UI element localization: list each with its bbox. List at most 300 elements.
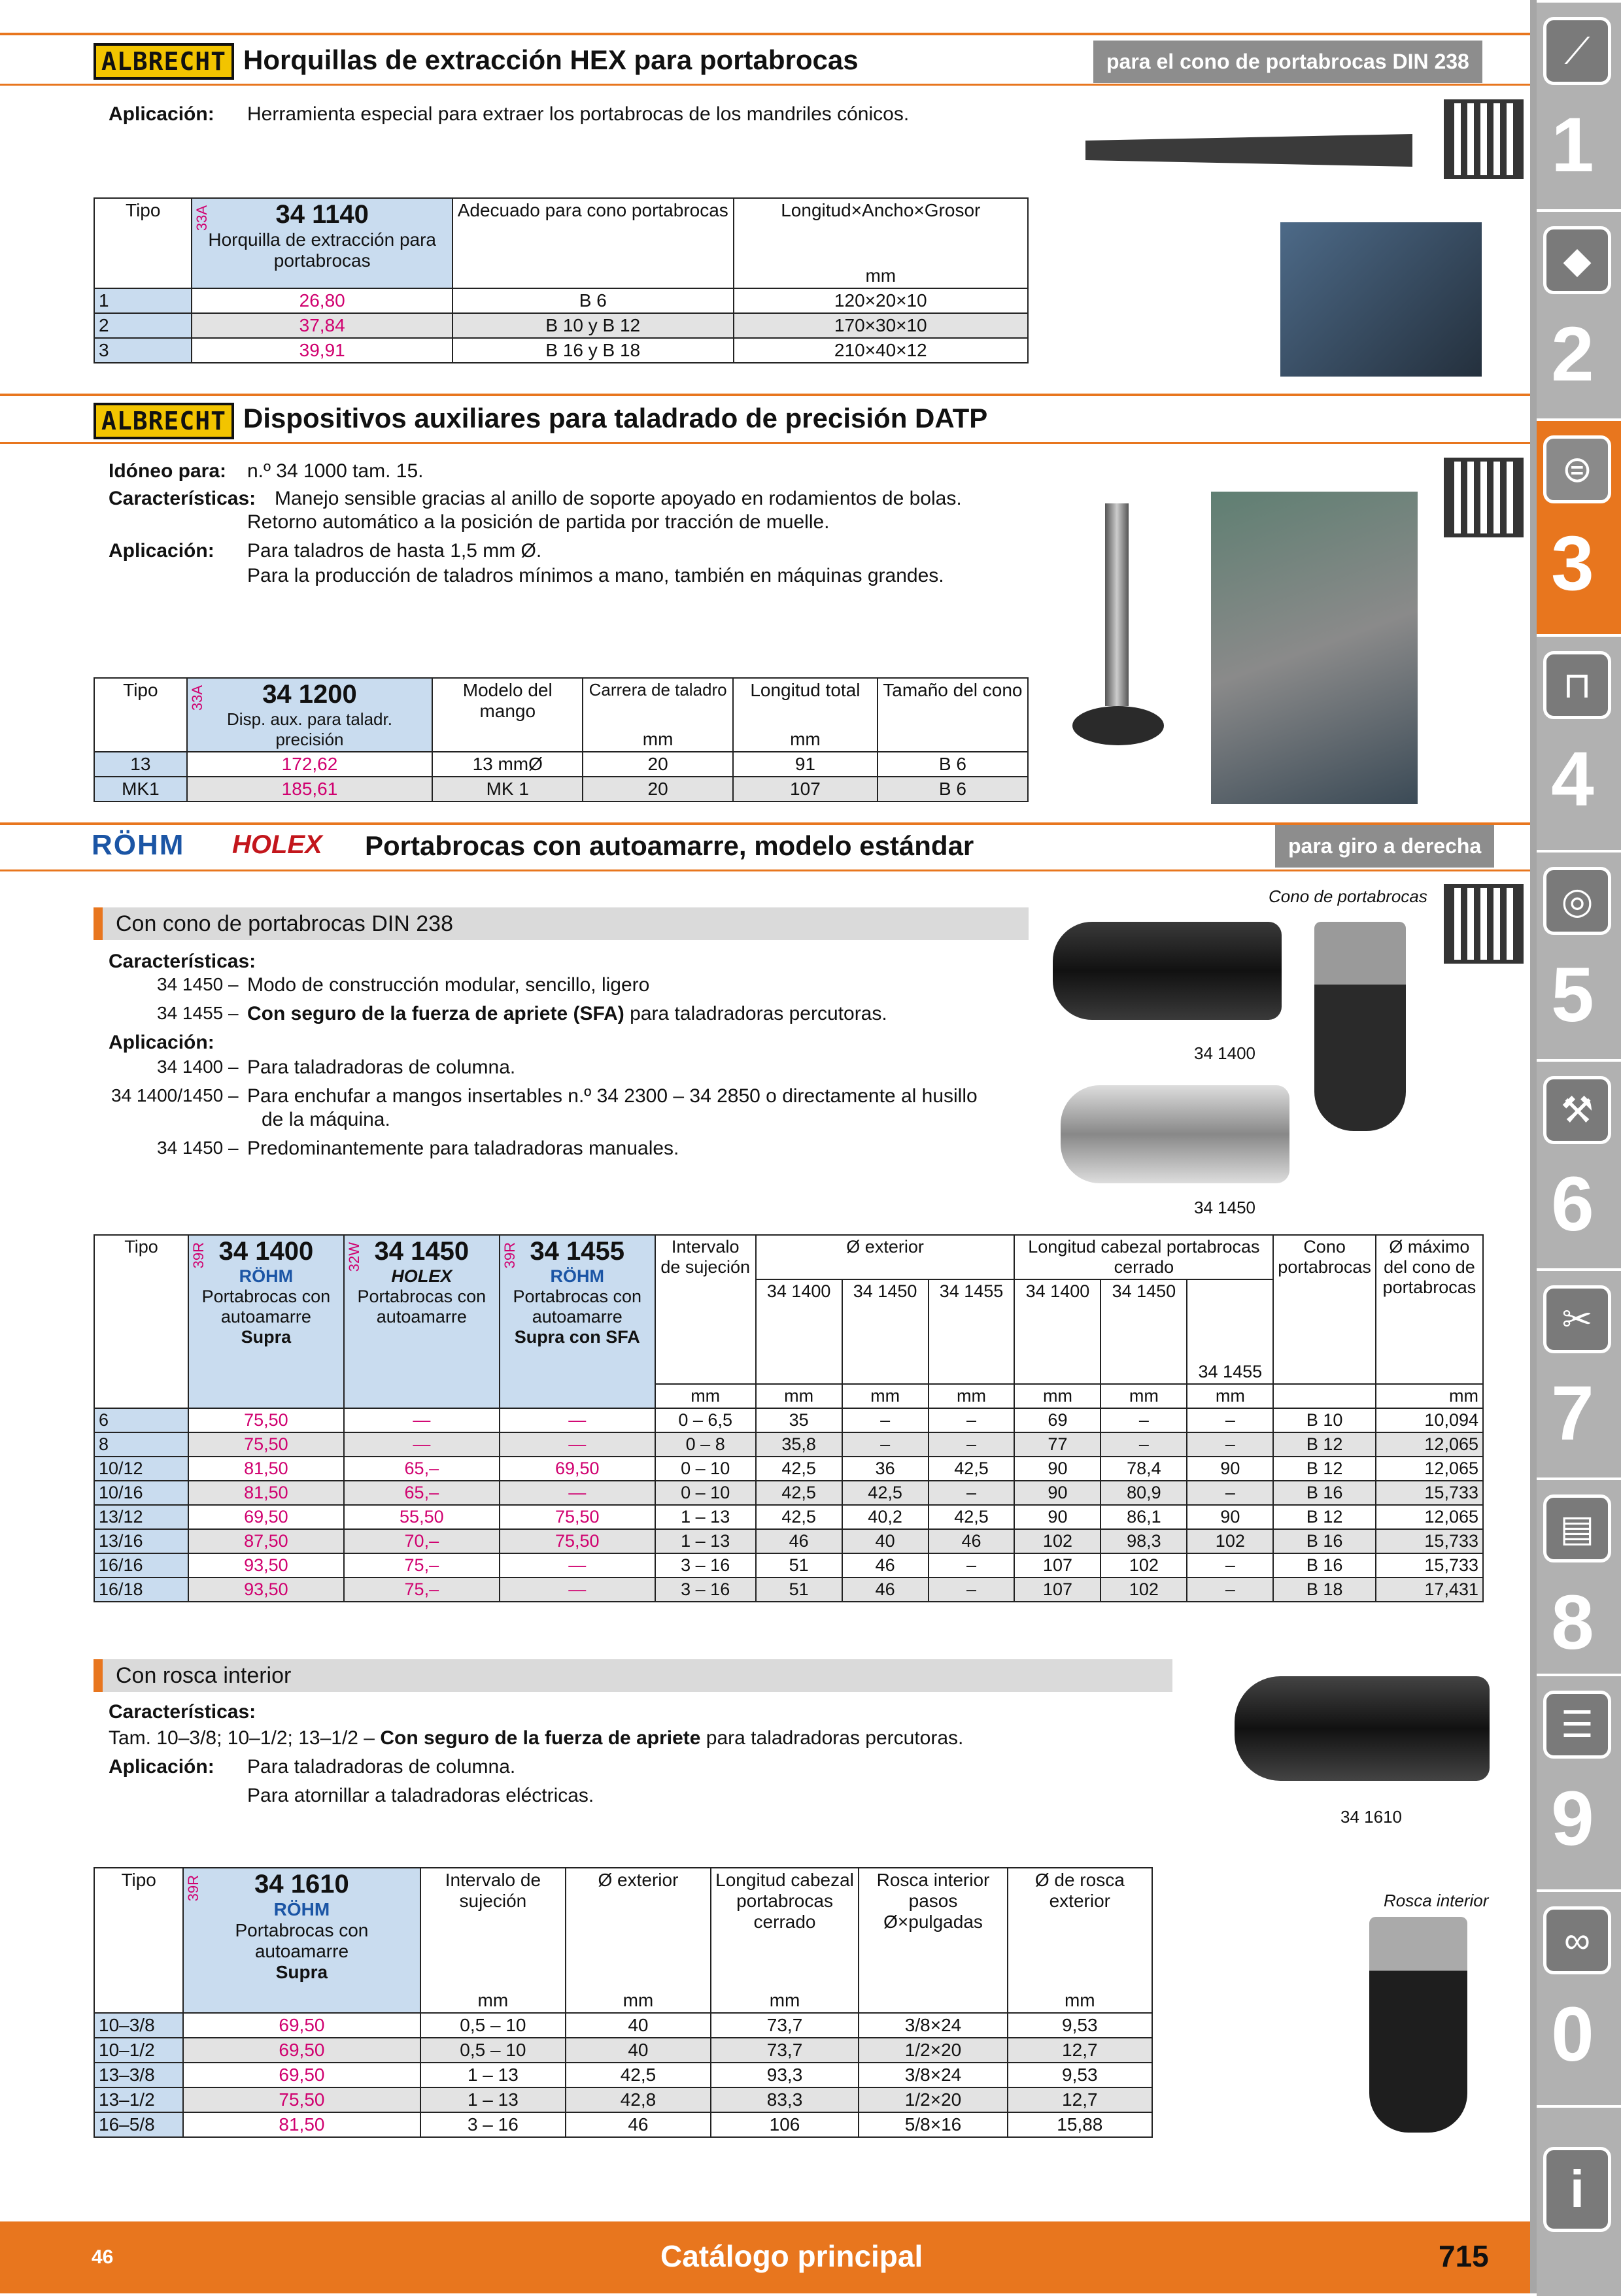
caliper-icon: ⊓	[1543, 651, 1611, 719]
page-footer	[0, 2221, 1530, 2293]
wrench-screwdriver-icon: ⚒	[1543, 1076, 1611, 1144]
tipo-cell: 6	[94, 1408, 188, 1432]
rosca-cell: 5/8×16	[859, 2112, 1007, 2137]
tipo-cell: 8	[94, 1432, 188, 1457]
int-cell: 3 – 16	[420, 2112, 566, 2137]
extractor-usage-photo	[1280, 222, 1482, 377]
e3-cell: –	[929, 1553, 1015, 1578]
tab-chapter-5[interactable]	[1537, 850, 1621, 1075]
e2-cell: 42,5	[842, 1481, 929, 1505]
l2-cell: 78,4	[1101, 1457, 1187, 1481]
col-longitud-label: Longitud total	[750, 680, 861, 700]
tipo-cell: 10/16	[94, 1481, 188, 1505]
table-row	[94, 1529, 1483, 1553]
int-cell: 3 – 16	[655, 1578, 756, 1602]
idoneo-text: n.º 34 1000 tam. 15.	[247, 460, 424, 482]
rosca-cell: 1/2×20	[859, 2038, 1007, 2063]
l1-cell: 102	[1014, 1529, 1101, 1553]
table-row	[94, 1457, 1483, 1481]
product-description: Portabrocas con autoamarre	[357, 1287, 486, 1326]
l1-cell: 77	[1014, 1432, 1101, 1457]
feature-bold: Con seguro de la fuerza de apriete (SFA)	[247, 1003, 624, 1024]
col-tipo: Tipo	[94, 198, 192, 288]
e3-cell: 42,5	[929, 1505, 1015, 1529]
rext-cell: 9,53	[1008, 2013, 1152, 2038]
ext-cell: 42,8	[566, 2087, 710, 2112]
product-description: Horquilla de extracción para portabrocas	[208, 229, 436, 271]
table-row	[94, 2087, 1152, 2112]
tab-chapter-1[interactable]	[1537, 0, 1621, 225]
max-cell: 12,065	[1376, 1432, 1483, 1457]
col-longitud	[711, 1868, 859, 2013]
carrera-cell: 20	[583, 777, 733, 802]
tipo-cell: 16/18	[94, 1578, 188, 1602]
unit-label: mm	[1064, 1990, 1095, 2010]
unit-label: mm	[1101, 1384, 1187, 1408]
product-description: Disp. aux. para taladr. precisión	[227, 709, 392, 749]
col-exterior	[566, 1868, 710, 2013]
caracteristicas-text: Manejo sensible gracias al anillo de soporte apoyado en rodamientos de bolas.	[275, 488, 962, 509]
l2-cell: 98,3	[1101, 1529, 1187, 1553]
section-divider	[0, 869, 1530, 871]
product-number: 34 1610	[254, 1870, 349, 1899]
col-longitud: Longitud cabezal portabrocas cerrado	[1014, 1235, 1273, 1279]
table-row	[94, 288, 1028, 313]
price-cell: 75,50	[500, 1529, 655, 1553]
unit-label: mm	[655, 1384, 756, 1408]
l3-cell: –	[1187, 1432, 1273, 1457]
price-cell: 75,50	[183, 2087, 420, 2112]
section-divider	[0, 33, 1530, 35]
max-cell: 17,431	[1376, 1578, 1483, 1602]
l2-cell: –	[1101, 1408, 1187, 1432]
l2-cell: –	[1101, 1432, 1187, 1457]
rext-cell: 15,88	[1008, 2112, 1152, 2137]
unit-label: mm	[769, 1990, 800, 2010]
tipo-cell: 16/16	[94, 1553, 188, 1578]
sub-1450: 34 1450	[1101, 1279, 1187, 1384]
tipo-cell: MK1	[94, 777, 187, 802]
l1-cell: 90	[1014, 1457, 1101, 1481]
col-dims-label: Longitud×Ancho×Grosor	[781, 200, 981, 220]
drill-bit-icon: ⟋	[1543, 17, 1611, 85]
tipo-cell: 13/16	[94, 1529, 188, 1553]
price-cell: 75,–	[344, 1578, 500, 1602]
price-cell: —	[500, 1481, 655, 1505]
unit-empty	[1273, 1384, 1376, 1408]
unit-label: mm	[929, 1384, 1015, 1408]
table-row	[94, 2013, 1152, 2038]
tipo-cell: 13–1/2	[94, 2087, 183, 2112]
category-code: 33A	[188, 685, 205, 711]
col-longitud-label: Longitud cabezal portabrocas cerrado	[715, 1870, 854, 1932]
col-tipo: Tipo	[94, 1235, 188, 1408]
product-number: 34 1455	[530, 1237, 625, 1266]
table-row	[94, 2063, 1152, 2087]
page-number-left: 46	[92, 2246, 114, 2268]
sub-1400: 34 1400	[756, 1279, 842, 1384]
int-cell: 0 – 10	[655, 1481, 756, 1505]
int-cell: 3 – 16	[655, 1553, 756, 1578]
price-cell: —	[500, 1578, 655, 1602]
application-text: Para taladradoras de columna.	[247, 1056, 516, 1078]
e3-cell: –	[929, 1481, 1015, 1505]
product-number: 34 1400	[218, 1237, 314, 1266]
product-table-chucks	[94, 1234, 1484, 1602]
application-text: de la máquina.	[262, 1109, 390, 1130]
col-modelo: Modelo del mango	[432, 678, 583, 752]
product-number: 34 1200	[262, 680, 357, 709]
l3-cell: –	[1187, 1553, 1273, 1578]
table-row	[94, 313, 1028, 338]
qr-code[interactable]	[1444, 884, 1524, 964]
price-cell: 93,50	[188, 1553, 344, 1578]
tipo-cell: 10–1/2	[94, 2038, 183, 2063]
application-label: Aplicación:	[109, 103, 214, 125]
toolcase-icon: ▤	[1543, 1494, 1611, 1562]
application-label: Aplicación:	[109, 1756, 214, 1778]
safety-glasses-icon: ∞	[1543, 1906, 1611, 1974]
caracteristicas-text: Retorno automático a la posición de partida por tracción de muelle.	[247, 511, 830, 533]
price-cell: —	[500, 1553, 655, 1578]
col-longitud	[733, 678, 878, 752]
unit-label: mm	[477, 1990, 509, 2010]
int-cell: 0 – 6,5	[655, 1408, 756, 1432]
application-label: Aplicación:	[109, 1032, 214, 1053]
price-cell: 87,50	[188, 1529, 344, 1553]
feature-code: 34 1455 –	[157, 1003, 239, 1023]
price-cell: 69,50	[500, 1457, 655, 1481]
price-cell: 70,–	[344, 1529, 500, 1553]
unit-label: mm	[1187, 1384, 1273, 1408]
e2-cell: 40	[842, 1529, 929, 1553]
int-cell: 1 – 13	[420, 2063, 566, 2087]
info-icon: i	[1543, 2147, 1611, 2232]
product-table-341610	[94, 1867, 1153, 2138]
col-product-341610	[183, 1868, 420, 2013]
table-row	[94, 2038, 1152, 2063]
e2-cell: 36	[842, 1457, 929, 1481]
cono-cell: B 12	[1273, 1505, 1376, 1529]
l1-cell: 107	[1014, 1553, 1101, 1578]
col-dims	[734, 198, 1028, 288]
cono-cell: B 16	[1273, 1481, 1376, 1505]
long-cell: 93,3	[711, 2063, 859, 2087]
feature-text	[109, 1727, 963, 1749]
caracteristicas-label: Características:	[109, 951, 256, 972]
tipo-cell: 10–3/8	[94, 2013, 183, 2038]
e3-cell: 42,5	[929, 1457, 1015, 1481]
longitud-cell: 107	[733, 777, 878, 802]
tab-chapter-6[interactable]	[1537, 1059, 1621, 1284]
table-row	[94, 1553, 1483, 1578]
col-rosca-ext	[1008, 1868, 1152, 2013]
photo-caption: 34 1450	[1194, 1198, 1255, 1217]
tab-number: 9	[1551, 1776, 1594, 1862]
table-row	[94, 2112, 1152, 2137]
l2-cell: 80,9	[1101, 1481, 1187, 1505]
col-product-341450	[344, 1235, 500, 1408]
product-number: 34 1140	[275, 200, 369, 229]
photo-caption: 34 1610	[1340, 1807, 1402, 1827]
col-product-341200	[187, 678, 433, 752]
feature-rest: para taladradoras percutoras.	[706, 1727, 964, 1749]
datp-ring-image	[1072, 706, 1164, 745]
rosca-cell: 3/8×24	[859, 2013, 1007, 2038]
l1-cell: 90	[1014, 1505, 1101, 1529]
sub-1450: 34 1450	[842, 1279, 929, 1384]
qr-code[interactable]	[1444, 99, 1524, 179]
col-intervalo: Intervalo de sujeción	[655, 1235, 756, 1384]
photo-caption: 34 1400	[1194, 1043, 1255, 1063]
price-cell: 75,50	[188, 1408, 344, 1432]
price-cell: 81,50	[188, 1481, 344, 1505]
cono-cell: B 16	[1273, 1529, 1376, 1553]
section-tag: para giro a derecha	[1275, 825, 1494, 868]
dims-cell: 170×30×10	[734, 313, 1028, 338]
application-text: Herramienta especial para extraer los portabrocas de los mandriles cónicos.	[247, 103, 910, 125]
max-cell: 15,733	[1376, 1481, 1483, 1505]
roehm-logo: RÖHM	[273, 1899, 330, 1919]
e1-cell: 51	[756, 1553, 842, 1578]
subsection-marker	[94, 1659, 103, 1692]
price-cell: 69,50	[183, 2063, 420, 2087]
price-cell: 81,50	[188, 1457, 344, 1481]
l1-cell: 69	[1014, 1408, 1101, 1432]
e1-cell: 42,5	[756, 1481, 842, 1505]
l3-cell: –	[1187, 1578, 1273, 1602]
thread-table-body	[94, 2013, 1152, 2137]
feature-rest: para taladradoras percutoras.	[630, 1003, 887, 1024]
long-cell: 73,7	[711, 2038, 859, 2063]
price-cell: 69,50	[183, 2013, 420, 2038]
table-row	[94, 1408, 1483, 1432]
category-code: 33A	[194, 205, 211, 231]
tipo-cell: 13/12	[94, 1505, 188, 1529]
price-cell: —	[344, 1432, 500, 1457]
col-exterior-label: Ø exterior	[598, 1870, 679, 1890]
subsection-header	[94, 907, 1029, 940]
application-code: 34 1400/1450 –	[111, 1085, 239, 1106]
feature-text	[247, 1003, 887, 1025]
subsection-title: Con cono de portabrocas DIN 238	[116, 911, 453, 936]
tab-chapter-8[interactable]	[1537, 1477, 1621, 1702]
tab-chapter-2[interactable]	[1537, 209, 1621, 434]
chuck-341450-image	[1061, 1085, 1289, 1183]
albrecht-logo: ALBRECHT	[94, 403, 234, 439]
caracteristicas-label: Características:	[109, 488, 256, 509]
ext-cell: 40	[566, 2013, 710, 2038]
l3-cell: 90	[1187, 1457, 1273, 1481]
category-code: 39R	[190, 1242, 207, 1269]
col-max: Ø máximo del cono de portabrocas	[1376, 1235, 1483, 1384]
price-cell: 81,50	[183, 2112, 420, 2137]
datp-shank-image	[1105, 503, 1129, 706]
product-line: Supra	[241, 1327, 292, 1347]
e1-cell: 46	[756, 1529, 842, 1553]
int-cell: 0 – 10	[655, 1457, 756, 1481]
catalog-title: Catálogo principal	[660, 2239, 923, 2273]
application-text: Para taladros de hasta 1,5 mm Ø.	[247, 540, 542, 562]
chuck-table-body	[94, 1408, 1483, 1602]
price-cell: 75,–	[344, 1553, 500, 1578]
sub-1455: 34 1455	[1187, 1279, 1273, 1384]
application-code: 34 1400 –	[157, 1056, 239, 1077]
tab-chapter-0[interactable]	[1537, 1889, 1621, 2114]
idoneo-label: Idóneo para:	[109, 460, 227, 482]
tab-chapter-4[interactable]	[1537, 634, 1621, 859]
int-cell: 0,5 – 10	[420, 2038, 566, 2063]
tab-number: 2	[1551, 311, 1594, 397]
col-exterior: Ø exterior	[756, 1235, 1015, 1279]
l2-cell: 102	[1101, 1578, 1187, 1602]
unit-label: mm	[1014, 1384, 1101, 1408]
rext-cell: 9,53	[1008, 2063, 1152, 2087]
tipo-cell: 10/12	[94, 1457, 188, 1481]
long-cell: 106	[711, 2112, 859, 2137]
roehm-logo: RÖHM	[239, 1266, 294, 1286]
application-label: Aplicación:	[109, 540, 214, 562]
roehm-logo: RÖHM	[550, 1266, 604, 1286]
l3-cell: –	[1187, 1481, 1273, 1505]
l3-cell: 90	[1187, 1505, 1273, 1529]
section-tag: para el cono de portabrocas DIN 238	[1093, 41, 1482, 83]
price-cell: 69,50	[183, 2038, 420, 2063]
price-cell: 55,50	[344, 1505, 500, 1529]
max-cell: 10,094	[1376, 1408, 1483, 1432]
col-product-341140	[192, 198, 452, 288]
chuck-threaded-image	[1369, 1917, 1467, 2133]
caracteristicas-label: Características:	[109, 1701, 256, 1723]
cono-cell: B 16	[1273, 1553, 1376, 1578]
feature-code: Tam. 10–3/8; 10–1/2; 13–1/2 –	[109, 1727, 375, 1749]
category-code: 39R	[501, 1242, 518, 1269]
tab-number: 4	[1551, 736, 1594, 822]
tab-chapter-9[interactable]	[1537, 1674, 1621, 1899]
application-text: Para la producción de taladros mínimos a mano, también en máquinas grandes.	[247, 565, 944, 586]
tab-number: 1	[1551, 102, 1594, 188]
e3-cell: 46	[929, 1529, 1015, 1553]
col-carrera	[583, 678, 733, 752]
cono-cell: B 6	[452, 288, 734, 313]
application-text: Para enchufar a mangos insertables n.º 34 2300 – 34 2850 o directamente al husillo	[247, 1085, 978, 1107]
e1-cell: 35,8	[756, 1432, 842, 1457]
subsection-title: Con rosca interior	[116, 1663, 292, 1688]
tab-number: 5	[1551, 952, 1594, 1038]
tab-number: 0	[1551, 1991, 1594, 2078]
sub-1455: 34 1455	[929, 1279, 1015, 1384]
product-table-341200	[94, 677, 1029, 802]
price-cell: 185,61	[187, 777, 433, 802]
e1-cell: 42,5	[756, 1457, 842, 1481]
application-code: 34 1450 –	[157, 1138, 239, 1158]
price-cell: 65,–	[344, 1457, 500, 1481]
page-number-right: 715	[1439, 2239, 1489, 2273]
tipo-cell: 13–3/8	[94, 2063, 183, 2087]
cono-cell: B 6	[878, 752, 1028, 777]
table-row	[94, 752, 1028, 777]
tab-info[interactable]	[1537, 2105, 1621, 2296]
tab-chapter-7[interactable]	[1537, 1268, 1621, 1493]
cono-cell: B 10	[1273, 1408, 1376, 1432]
tipo-cell: 1	[94, 288, 192, 313]
cono-cell: B 18	[1273, 1578, 1376, 1602]
table-row	[94, 338, 1028, 363]
sub-1400: 34 1400	[1014, 1279, 1101, 1384]
col-rosca: Rosca interior pasos Ø×pulgadas	[859, 1868, 1007, 2013]
roehm-logo: RÖHM	[92, 829, 185, 861]
ext-cell: 46	[566, 2112, 710, 2137]
l3-cell: 102	[1187, 1529, 1273, 1553]
holex-logo: HOLEX	[232, 830, 322, 859]
saw-blade-icon: ◎	[1543, 867, 1611, 935]
rext-cell: 12,7	[1008, 2038, 1152, 2063]
unit-label: mm	[865, 265, 896, 286]
col-cono: Tamaño del cono	[878, 678, 1028, 752]
tipo-cell: 16–5/8	[94, 2112, 183, 2137]
feature-bold: Con seguro de la fuerza de apriete	[380, 1727, 701, 1749]
price-cell: 93,50	[188, 1578, 344, 1602]
table-row	[94, 777, 1028, 802]
modelo-cell: 13 mmØ	[432, 752, 583, 777]
cono-cell: B 10 y B 12	[452, 313, 734, 338]
unit-label: mm	[790, 729, 821, 749]
insert-icon: ◆	[1543, 226, 1611, 294]
col-cono: Cono portabrocas	[1273, 1235, 1376, 1384]
dims-cell: 120×20×10	[734, 288, 1028, 313]
cabinet-icon: ☰	[1543, 1691, 1611, 1759]
datp-usage-photo	[1211, 492, 1418, 804]
section-divider	[0, 442, 1530, 444]
category-code: 39R	[185, 1875, 202, 1902]
e2-cell: –	[842, 1432, 929, 1457]
rosca-cell: 3/8×24	[859, 2063, 1007, 2087]
section-divider	[0, 394, 1530, 396]
carrera-cell: 20	[583, 752, 733, 777]
ext-cell: 40	[566, 2038, 710, 2063]
unit-label: mm	[623, 1990, 654, 2010]
tab-chapter-3[interactable]	[1537, 418, 1621, 637]
unit-label: mm	[1376, 1384, 1483, 1408]
price-cell: —	[500, 1432, 655, 1457]
tipo-cell: 3	[94, 338, 192, 363]
subsection-marker	[94, 907, 103, 940]
col-intervalo-label: Intervalo de sujeción	[445, 1870, 541, 1911]
price-cell: 75,50	[500, 1505, 655, 1529]
e3-cell: –	[929, 1432, 1015, 1457]
modelo-cell: MK 1	[432, 777, 583, 802]
subsection-header	[94, 1659, 1172, 1692]
tab-number: 8	[1551, 1579, 1594, 1666]
product-description: Portabrocas con autoamarre	[513, 1287, 642, 1326]
e3-cell: –	[929, 1578, 1015, 1602]
ext-cell: 42,5	[566, 2063, 710, 2087]
section-title: Dispositivos auxiliares para taladrado de precisión DATP	[243, 403, 988, 433]
tipo-cell: 2	[94, 313, 192, 338]
e2-cell: –	[842, 1408, 929, 1432]
dims-cell: 210×40×12	[734, 338, 1028, 363]
qr-code[interactable]	[1444, 458, 1524, 537]
l2-cell: 86,1	[1101, 1505, 1187, 1529]
e1-cell: 35	[756, 1408, 842, 1432]
price-cell: 37,84	[192, 313, 452, 338]
tab-number: 7	[1551, 1370, 1594, 1457]
long-cell: 83,3	[711, 2087, 859, 2112]
feature-text: Modo de construcción modular, sencillo, ligero	[247, 974, 650, 996]
product-table-341140	[94, 197, 1029, 363]
unit-label: mm	[842, 1384, 929, 1408]
price-cell: —	[344, 1408, 500, 1432]
